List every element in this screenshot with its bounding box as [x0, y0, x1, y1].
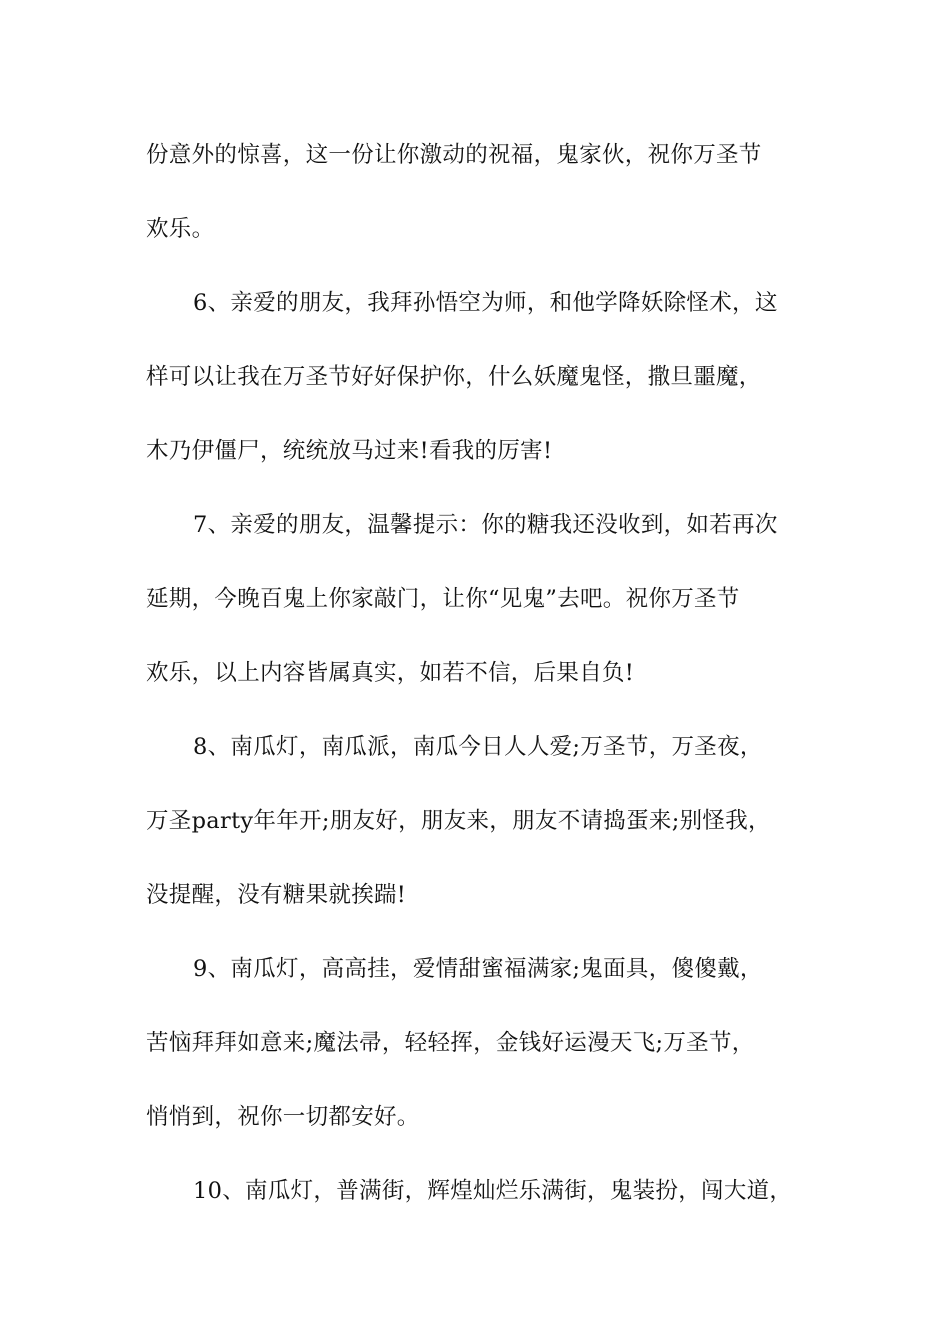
paragraph-8-start: 8、南瓜灯，南瓜派，南瓜今日人人爱;万圣节，万圣夜， [193, 734, 763, 760]
paragraph-9-start: 9、南瓜灯，高高挂，爱情甜蜜福满家;鬼面具，傻傻戴， [193, 956, 763, 982]
paragraph-10-start: 10、南瓜灯，普满街，辉煌灿烂乐满街，鬼装扮，闯大道， [193, 1178, 793, 1204]
text-line: 欢乐。 [146, 216, 215, 242]
text-line: 份意外的惊喜，这一份让你激动的祝福，鬼家伙，祝你万圣节 [146, 142, 762, 168]
text-line: 没提醒，没有糖果就挨踹! [146, 882, 407, 908]
text-line: 样可以让我在万圣节好好保护你，什么妖魔鬼怪，撒旦噩魔， [146, 364, 762, 390]
text-line: 悄悄到，祝你一切都安好。 [146, 1104, 420, 1130]
paragraph-7-start: 7、亲爱的朋友，温馨提示：你的糖我还没收到，如若再次 [193, 512, 778, 538]
text-line: 延期，今晚百鬼上你家敲门，让你“见鬼”去吧。祝你万圣节 [146, 586, 740, 612]
paragraph-6-start: 6、亲爱的朋友，我拜孙悟空为师，和他学降妖除怪术，这 [193, 290, 778, 316]
text-line: 万圣party年年开;朋友好，朋友来，朋友不请捣蛋来;别怪我， [146, 808, 771, 834]
text-line: 苦恼拜拜如意来;魔法帚，轻轻挥，金钱好运漫天飞;万圣节， [146, 1030, 755, 1056]
text-line: 木乃伊僵尸，统统放马过来!看我的厉害! [146, 438, 553, 464]
text-line: 欢乐，以上内容皆属真实，如若不信，后果自负! [146, 660, 635, 686]
